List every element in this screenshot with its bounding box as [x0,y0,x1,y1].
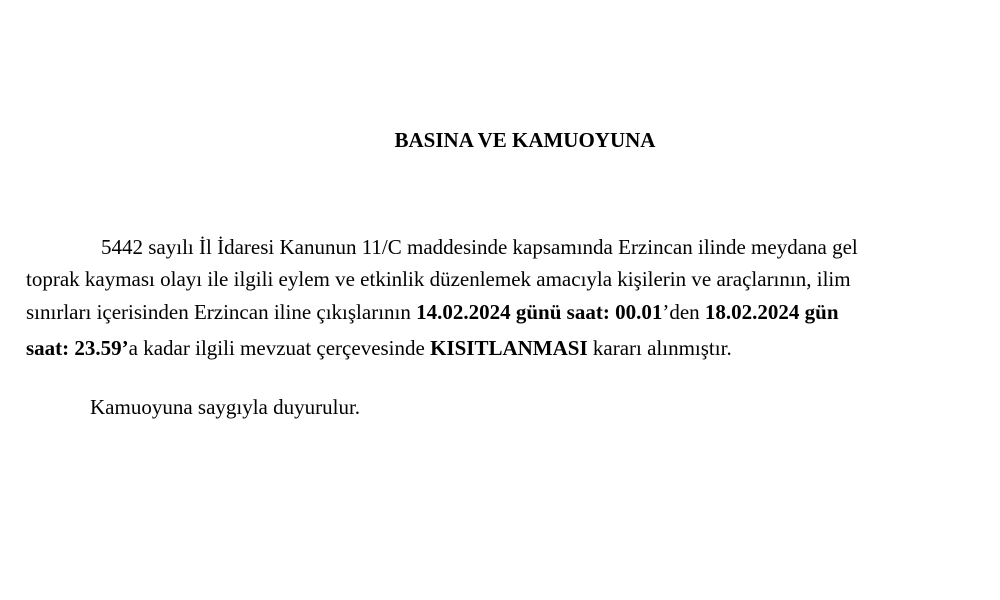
paragraph-line-4 [26,334,732,362]
start-datetime: 14.02.2024 günü saat: 00.01 [416,300,663,324]
line-3-connector: ’den [662,300,705,324]
restriction-keyword: KISITLANMASI [430,336,588,360]
closing-line: Kamuoyuna saygıyla duyurulur. [90,395,361,419]
end-time: saat: 23.59’ [26,336,129,360]
end-date: 18.02.2024 gün [704,300,839,324]
paragraph-line-3 [26,298,839,326]
paragraph-line-1: 5442 sayılı İl İdaresi Kanunun 11/C maddesinde kapsamında Erzincan ilinde meydana gel [101,235,858,259]
paragraph-line-2: toprak kayması olayı ile ilgili eylem ve etkinlik düzenlemek amacıyla kişilerin ve araçlarının, ilim [26,267,851,291]
line-4-ending: kararı alınmıştır. [587,336,732,360]
document-title: BASINA VE KAMUOYUNA [394,128,656,152]
line-3-text: sınırları içerisinden Erzincan iline çıkışlarının [26,300,417,324]
line-4-text: a kadar ilgili mevzuat çerçevesinde [128,336,431,360]
